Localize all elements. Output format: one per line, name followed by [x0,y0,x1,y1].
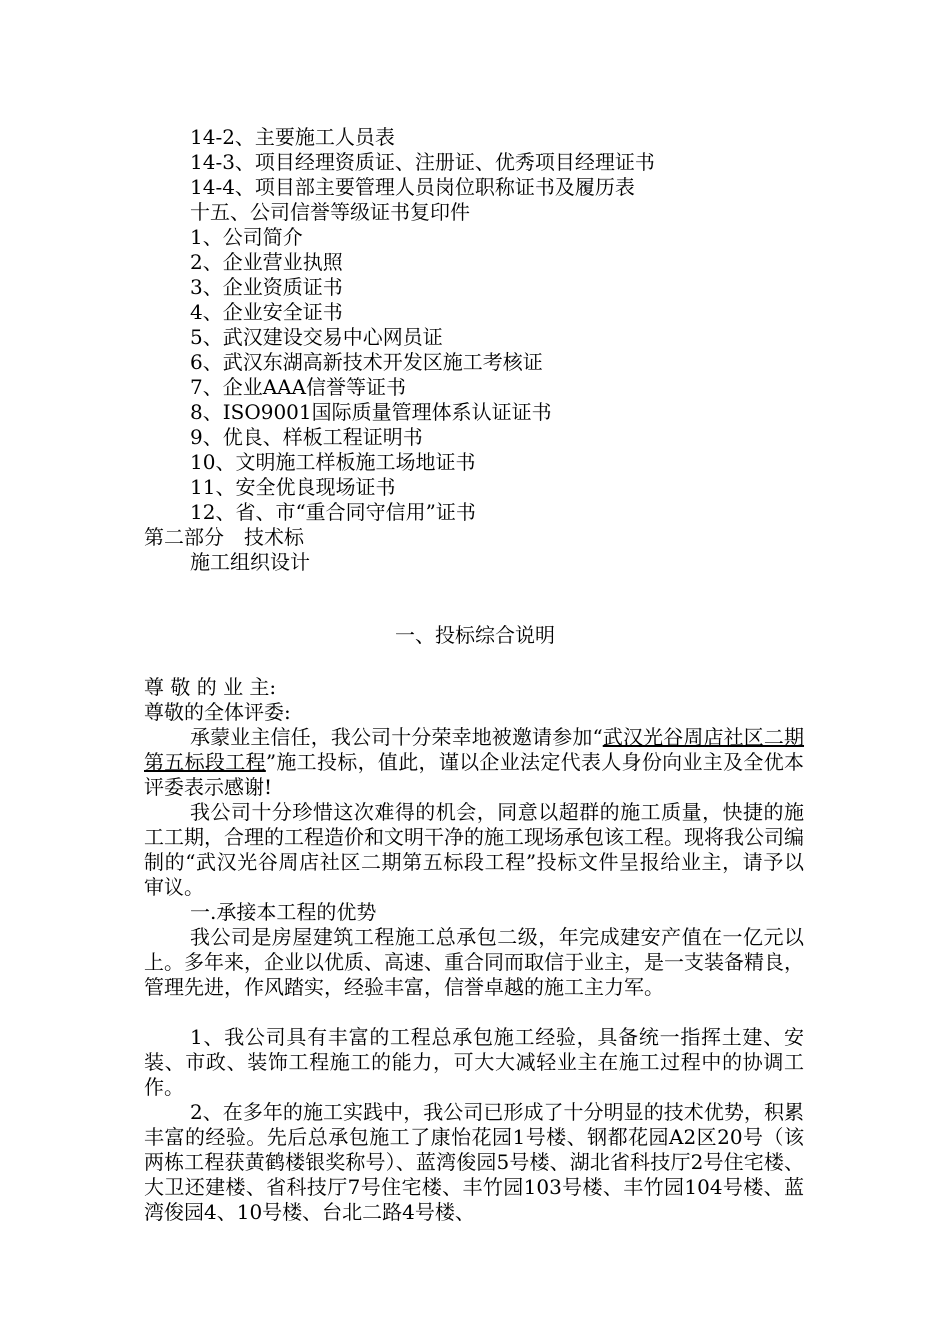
toc-item: 1、公司简介 [190,225,303,249]
toc-item: 14-2、主要施工人员表 [190,125,395,149]
toc-item: 11、安全优良现场证书 [190,475,396,499]
toc-item: 3、企业资质证书 [190,275,343,299]
paragraph-intent: 我公司十分珍惜这次难得的机会，同意以超群的施工质量，快捷的施工工期，合理的工程造价和文明干净的施工现场承包该工程。现将我公司编制的“武汉光谷周店社区二期第五标段工程”投标文件呈报给业主，请予以审议。 [144,800,804,899]
toc-item: 6、武汉东湖高新技术开发区施工考核证 [190,350,543,374]
toc-item: 10、文明施工样板施工场地证书 [190,450,476,474]
paragraph-thanks [144,725,804,800]
part-two-heading: 第二部分 技术标 [144,525,304,549]
project-name-link: 武汉光谷周店社区二期第五标段工程 [144,725,805,774]
toc-item: 12、省、市“重合同守信用”证书 [190,500,476,524]
toc-item: 2、企业营业执照 [190,250,343,274]
toc-item: 7、企业AAA信誉等证书 [190,375,407,399]
section-heading: 一、投标综合说明 [395,623,555,647]
salutation-owner: 尊 敬 的 业 主: [144,675,277,699]
toc-item: 5、武汉建设交易中心网员证 [190,325,443,349]
toc-item: 十五、公司信誉等级证书复印件 [190,200,470,224]
toc-item: 14-4、项目部主要管理人员岗位职称证书及履历表 [190,175,635,199]
toc-item: 9、优良、样板工程证明书 [190,425,423,449]
paragraph-company: 我公司是房屋建筑工程施工总承包二级，年完成建安产值在一亿元以上。多年来，企业以优质、高速、重合同而取信于业主，是一支装备精良，管理先进，作风踏实，经验丰富，信誉卓越的施工主力军。 [144,925,804,999]
toc-item: 8、ISO9001国际质量管理体系认证证书 [190,400,552,424]
salutation-judges: 尊敬的全体评委: [144,700,291,724]
toc-item: 4、企业安全证书 [190,300,343,324]
paragraph-advantage-2: 2、在多年的施工实践中，我公司已形成了十分明显的技术优势，积累丰富的经验。先后总承包施工了康怡花园1号楼、钢都花园A2区20号（该两栋工程获黄鹤楼银奖称号）、蓝湾俊园5号楼、湖北省科技厅2号住宅楼、大卫还建楼、省科技厅7号住宅楼、丰竹园103号楼、丰竹园104号楼、蓝湾俊园4、10号楼、台北二路4号楼、 [144,1100,804,1224]
part-two-subheading: 施工组织设计 [190,550,310,574]
toc-item: 14-3、项目经理资质证、注册证、优秀项目经理证书 [190,150,655,174]
paragraph-thanks-pre: 承蒙业主信任，我公司十分荣幸地被邀请参加“ [190,725,603,749]
paragraph-thanks-post: ”施工投标，值此，谨以企业法定代表人身份向业主及全优本评委表示感谢! [144,750,805,799]
paragraph-advantage-1: 1、我公司具有丰富的工程总承包施工经验，具备统一指挥土建、安装、市政、装饰工程施工的能力，可大大减轻业主在施工过程中的协调工作。 [144,1025,804,1099]
subheading-advantages: 一.承接本工程的优势 [190,900,377,924]
